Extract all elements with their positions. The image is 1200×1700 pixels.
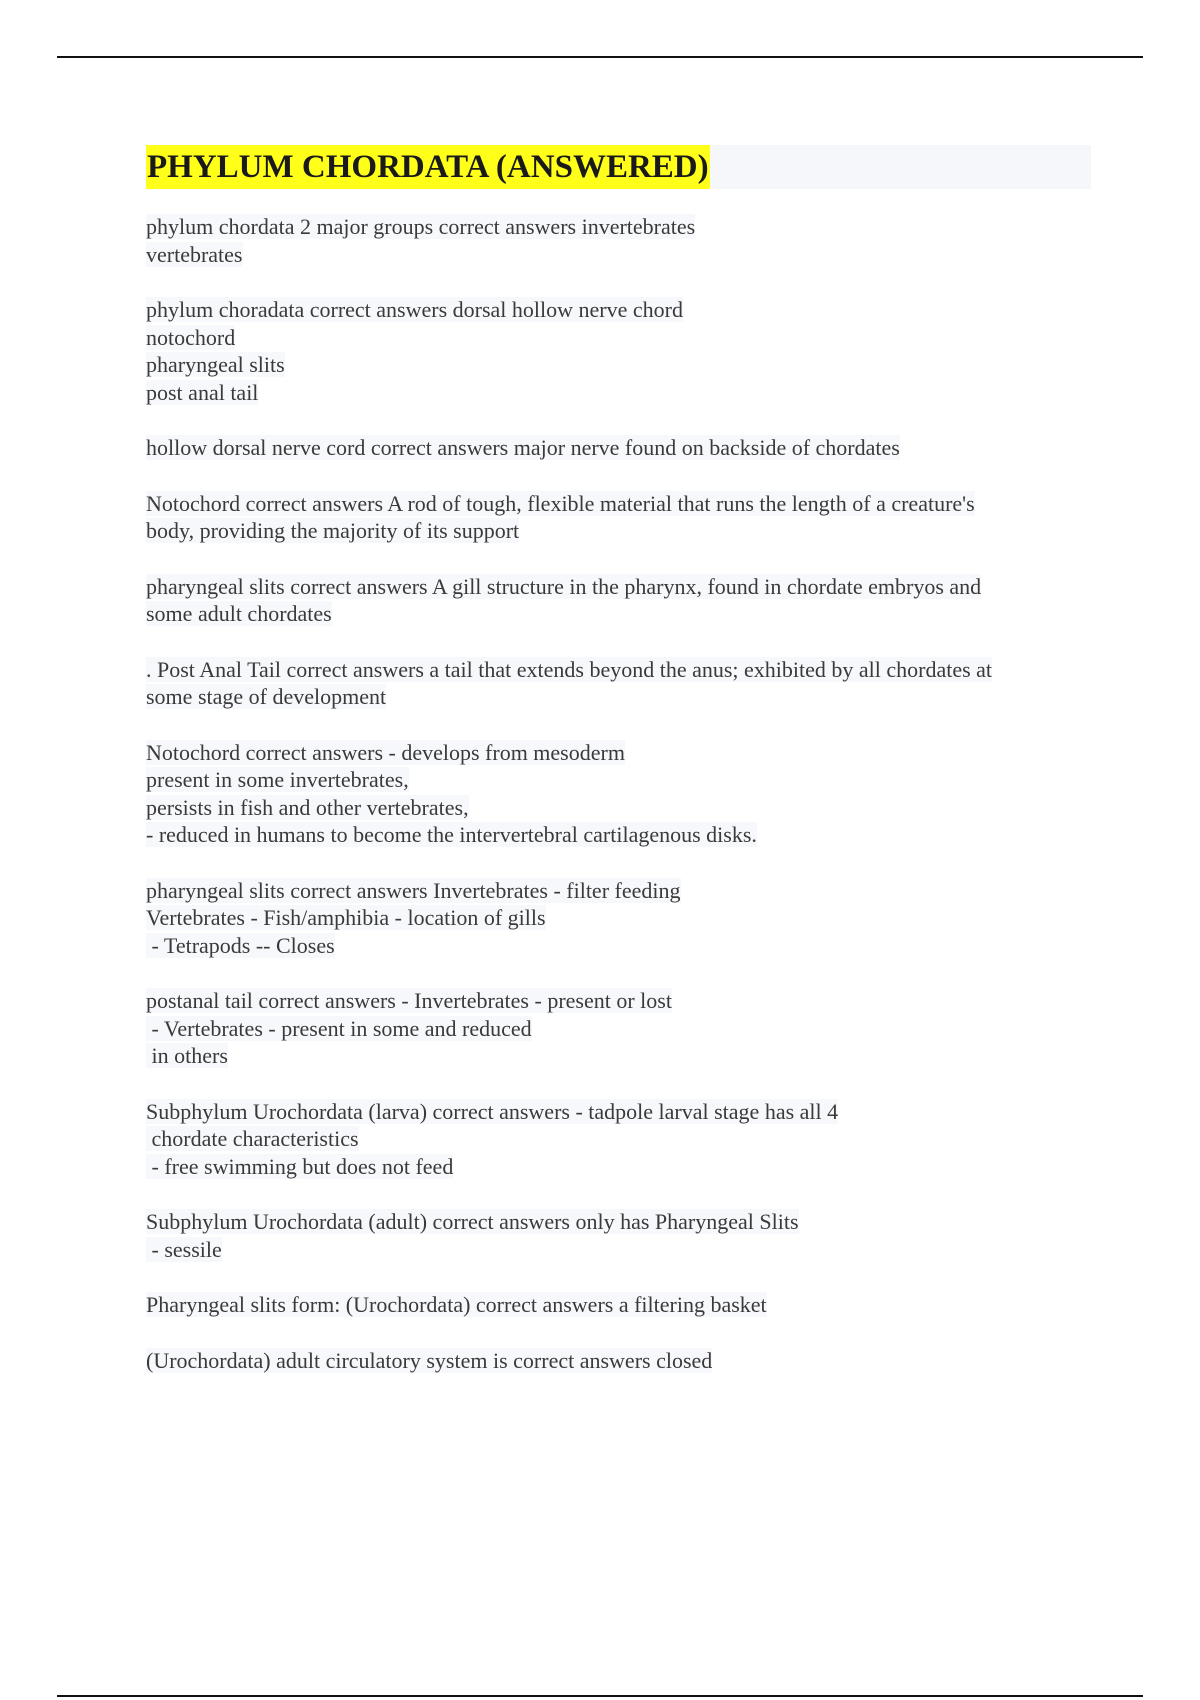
qa-line-text: hollow dorsal nerve cord correct answers major nerve found on backside of chordates [146,435,900,460]
qa-line [146,490,1091,518]
qa-line [146,1098,1091,1126]
qa-line-text: chordate characteristics [146,1126,359,1151]
qa-line-text: (Urochordata) adult circulatory system is correct answers closed [146,1347,713,1373]
qa-entry [146,1347,1091,1375]
qa-line [146,517,1091,545]
qa-line-text: body, providing the majority of its support [146,518,520,543]
qa-line [146,324,1091,352]
qa-line-text: - reduced in humans to become the intervertebral cartilagenous disks. [146,822,757,847]
qa-line [146,1291,1091,1319]
qa-entry [146,573,1091,628]
qa-line-text: vertebrates [146,241,243,267]
qa-line-text: Subphylum Urochordata (adult) correct answers only has Pharyngeal Slits [146,1209,799,1234]
qa-line [146,821,1091,849]
qa-entry [146,1208,1091,1263]
qa-line [146,379,1091,407]
qa-line-text: - sessile [146,1236,222,1262]
qa-line-text: pharyngeal slits [146,352,285,377]
qa-line [146,1153,1091,1181]
qa-line [146,1208,1091,1236]
qa-line-text: persists in fish and other vertebrates, [146,794,469,820]
qa-line [146,241,1091,269]
qa-entry [146,490,1091,545]
qa-line-text: . Post Anal Tail correct answers a tail that extends beyond the anus; exhibited by all chordates at [146,656,993,682]
qa-line-text: present in some invertebrates, [146,767,409,792]
qa-line [146,739,1091,767]
qa-entry [146,434,1091,462]
qa-line-text: phylum choradata correct answers dorsal hollow nerve chord [146,297,683,322]
qa-list [146,213,1091,1374]
qa-entry [146,296,1091,406]
qa-entry [146,656,1091,711]
qa-line [146,683,1091,711]
qa-line [146,351,1091,379]
qa-line [146,932,1091,960]
qa-line [146,1042,1091,1070]
title-band [146,145,1091,189]
qa-line [146,987,1091,1015]
document-title: PHYLUM CHORDATA (ANSWERED) [146,145,710,189]
qa-line [146,1347,1091,1375]
qa-line-text: pharyngeal slits correct answers A gill structure in the pharynx, found in chordate embryos and [146,573,982,599]
qa-line [146,904,1091,932]
qa-entry [146,1098,1091,1181]
qa-line-text: Notochord correct answers A rod of tough, flexible material that runs the length of a creature's [146,490,975,516]
qa-line-text: - Tetrapods -- Closes [146,932,335,958]
qa-line [146,600,1091,628]
qa-line [146,877,1091,905]
qa-line-text: some stage of development [146,684,387,709]
qa-line-text: Pharyngeal slits form: (Urochordata) correct answers a filtering basket [146,1292,767,1317]
qa-line [146,794,1091,822]
qa-entry [146,213,1091,268]
qa-line [146,573,1091,601]
qa-entry [146,987,1091,1070]
document-body [146,145,1091,1402]
qa-line-text: notochord [146,324,236,350]
qa-entry [146,739,1091,849]
qa-line-text: in others [146,1043,228,1068]
qa-line-text: Vertebrates - Fish/amphibia - location of gills [146,905,546,930]
qa-entry [146,877,1091,960]
qa-line [146,766,1091,794]
qa-line [146,213,1091,241]
qa-line-text: phylum chordata 2 major groups correct answers invertebrates [146,214,696,239]
qa-line-text: some adult chordates [146,601,332,626]
qa-line [146,656,1091,684]
qa-line-text: pharyngeal slits correct answers Invertebrates - filter feeding [146,877,681,903]
qa-line-text: Notochord correct answers - develops from mesoderm [146,739,625,765]
top-rule [57,56,1143,58]
qa-line [146,1015,1091,1043]
qa-line [146,434,1091,462]
bottom-rule [57,1695,1143,1697]
qa-line-text: post anal tail [146,379,259,405]
qa-line-text: postanal tail correct answers - Invertebrates - present or lost [146,988,672,1013]
qa-line [146,1125,1091,1153]
qa-line-text: Subphylum Urochordata (larva) correct answers - tadpole larval stage has all 4 [146,1098,839,1124]
qa-line [146,1236,1091,1264]
qa-entry [146,1291,1091,1319]
qa-line-text: - free swimming but does not feed [146,1153,454,1179]
qa-line [146,296,1091,324]
qa-line-text: - Vertebrates - present in some and reduced [146,1015,532,1041]
